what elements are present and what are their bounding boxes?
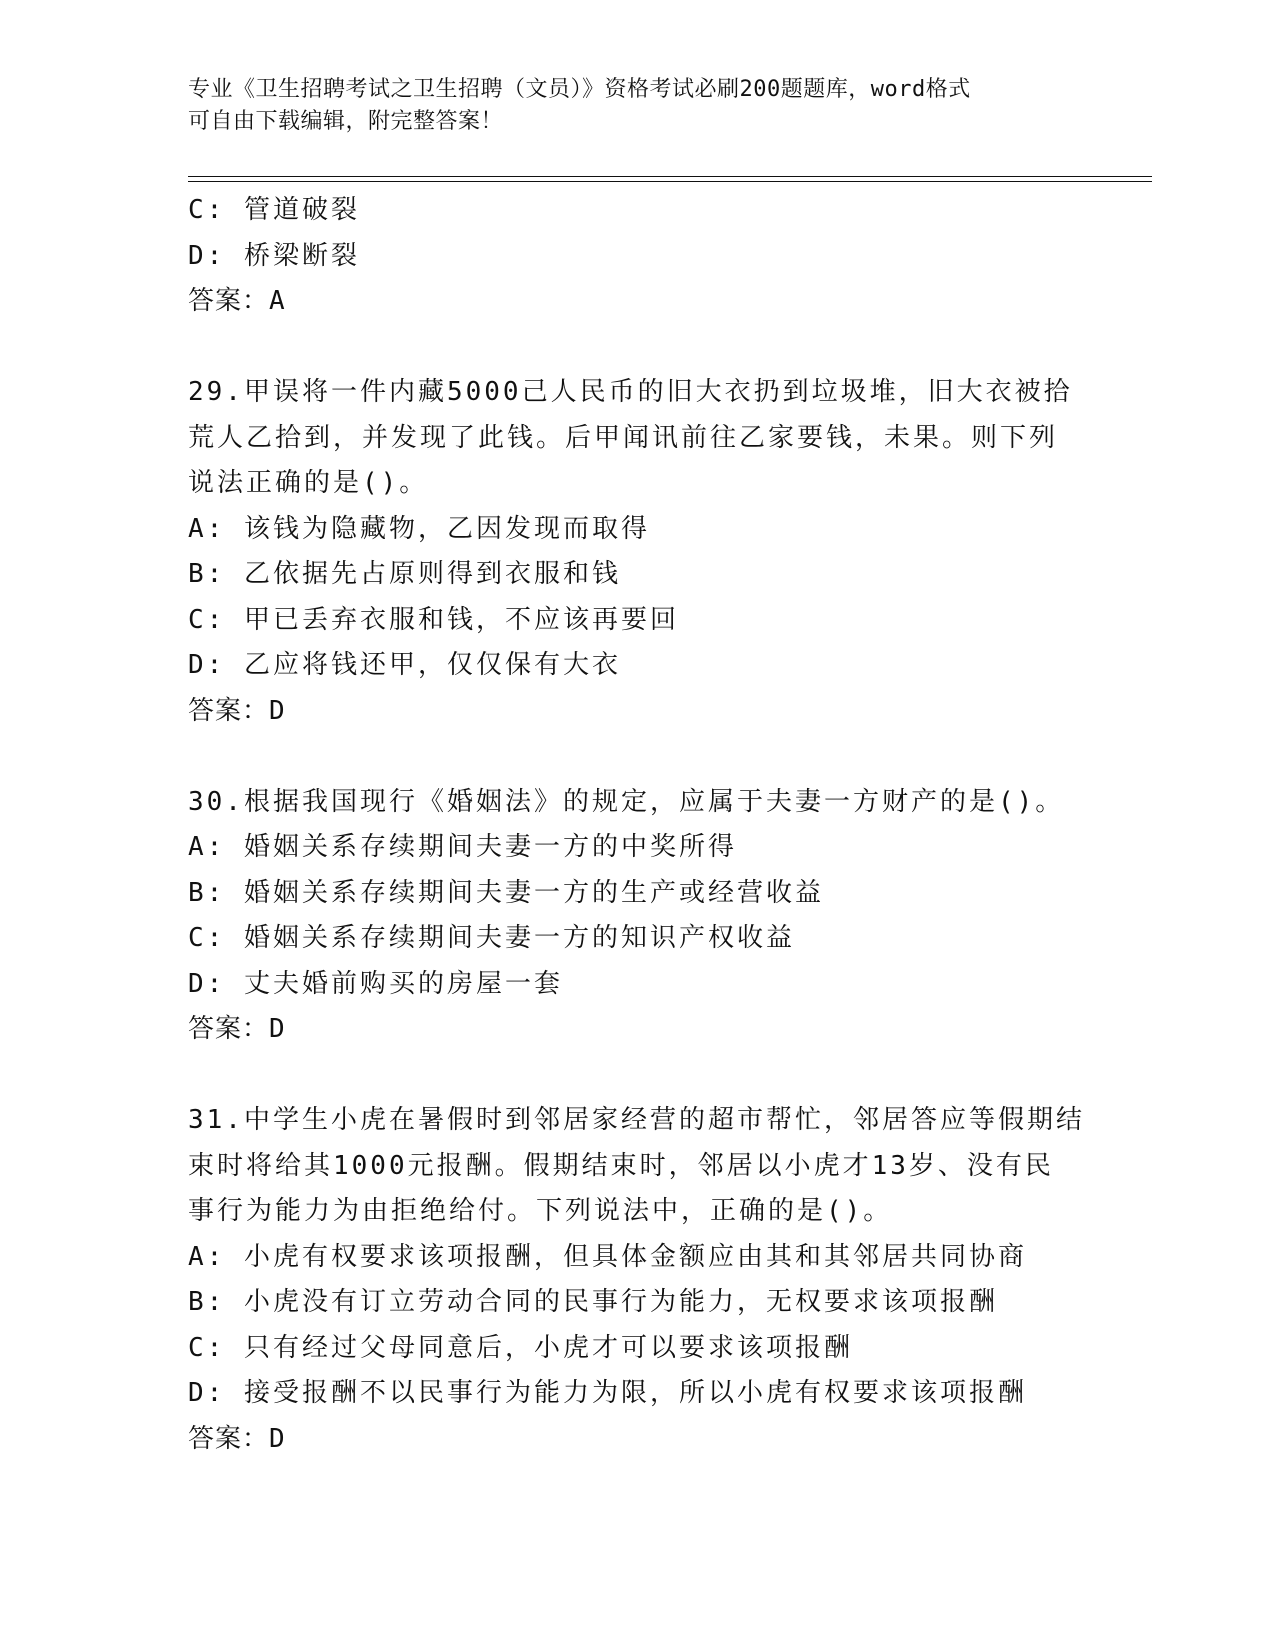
header-line-2: 可自由下载编辑，附完整答案！ xyxy=(188,109,504,134)
option-c: C: 只有经过父母同意后，小虎才可以要求该项报酬 xyxy=(188,1332,853,1363)
question-30 xyxy=(188,780,1128,1053)
option-d: D: 接受报酬不以民事行为能力为限，所以小虎有权要求该项报酬 xyxy=(188,1378,1027,1408)
question-28 xyxy=(188,188,1128,325)
answer: 答案：D xyxy=(188,1423,286,1454)
question-text-line: 事行为能力为由拒绝给付。下列说法中，正确的是()。 xyxy=(188,1196,893,1226)
question-text-line: 荒人乙拾到，并发现了此钱。后甲闻讯前往乙家要钱，未果。则下列 xyxy=(188,422,1059,453)
document-header xyxy=(188,74,1068,138)
header-line-1: 专业《卫生招聘考试之卫生招聘（文员）》资格考试必刷200题题库，word格式 xyxy=(188,77,971,102)
answer: 答案：D xyxy=(188,695,286,726)
question-text-line: 说法正确的是()。 xyxy=(188,468,429,498)
option-d: D: 乙应将钱还甲，仅仅保有大衣 xyxy=(188,650,621,680)
spacer xyxy=(188,734,1128,780)
option-c: C: 婚姻关系存续期间夫妻一方的知识产权收益 xyxy=(188,923,795,953)
question-text-line: 31.中学生小虎在暑假时到邻居家经营的超市帮忙，邻居答应等假期结 xyxy=(188,1105,1085,1135)
question-list xyxy=(188,188,1128,1462)
answer: 答案：D xyxy=(188,1014,286,1044)
option-a: A: 小虎有权要求该项报酬，但具体金额应由其和其邻居共同协商 xyxy=(188,1241,1027,1272)
question-29 xyxy=(188,370,1128,734)
header-rule-top xyxy=(188,176,1152,177)
spacer xyxy=(188,325,1128,371)
question-text-line: 29.甲误将一件内藏5000己人民币的旧大衣扔到垃圾堆，旧大衣被拾 xyxy=(188,377,1073,407)
header-rule-bottom xyxy=(188,181,1152,182)
question-text-line: 束时将给其1000元报酬。假期结束时，邻居以小虎才13岁、没有民 xyxy=(188,1150,1054,1181)
option-a: A: 该钱为隐藏物，乙因发现而取得 xyxy=(188,513,650,544)
answer: 答案：A xyxy=(188,286,286,316)
option-b: B: 婚姻关系存续期间夫妻一方的生产或经营收益 xyxy=(188,877,824,908)
question-31 xyxy=(188,1098,1128,1462)
question-text-line: 30.根据我国现行《婚姻法》的规定，应属于夫妻一方财产的是()。 xyxy=(188,786,1065,817)
option-b: B: 乙依据先占原则得到衣服和钱 xyxy=(188,559,621,589)
option-d: D: 桥梁断裂 xyxy=(188,240,360,271)
option-b: B: 小虎没有订立劳动合同的民事行为能力，无权要求该项报酬 xyxy=(188,1287,998,1317)
spacer xyxy=(188,1053,1128,1099)
option-c: C: 管道破裂 xyxy=(188,195,360,225)
option-d: D: 丈夫婚前购买的房屋一套 xyxy=(188,968,563,999)
option-a: A: 婚姻关系存续期间夫妻一方的中奖所得 xyxy=(188,832,737,862)
option-c: C: 甲已丢弃衣服和钱，不应该再要回 xyxy=(188,604,679,635)
